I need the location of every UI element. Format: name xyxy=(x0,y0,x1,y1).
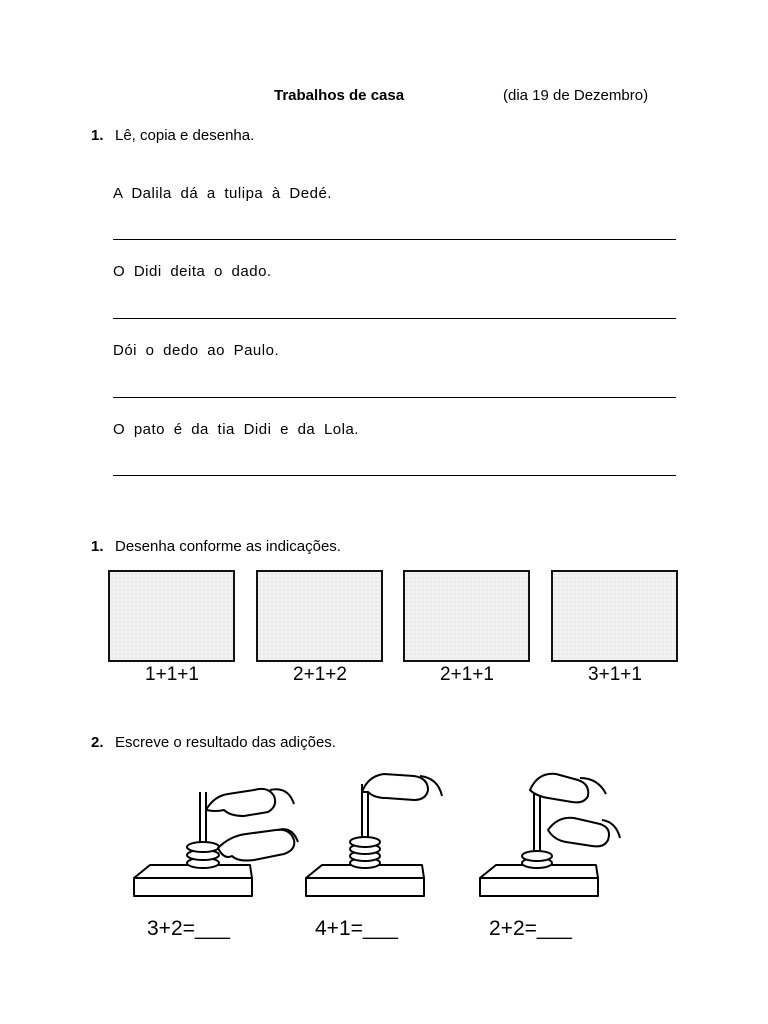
drawing-box-label-1: 1+1+1 xyxy=(145,664,199,685)
exercise-number-2: 1. xyxy=(91,538,104,555)
equation-1: 3+2=___ xyxy=(147,917,230,940)
page-date: (dia 19 de Dezembro) xyxy=(503,87,649,104)
writing-line-1[interactable] xyxy=(113,239,676,240)
drawing-box-label-3: 2+1+1 xyxy=(440,664,494,685)
exercise-instruction-3: Escreve o resultado das adições. xyxy=(115,734,336,751)
abacus-illustrations xyxy=(128,770,638,910)
page-title: Trabalhos de casa xyxy=(274,87,405,104)
exercise-instruction-1: Lê, copia e desenha. xyxy=(115,127,255,144)
abacus-icon-2 xyxy=(306,774,442,896)
abacus-icon-3 xyxy=(480,774,620,896)
drawing-box-2[interactable] xyxy=(256,570,383,662)
exercise-number-1: 1. xyxy=(91,127,104,144)
sentence-3: Dói o dedo ao Paulo. xyxy=(113,342,280,359)
drawing-box-4[interactable] xyxy=(551,570,678,662)
writing-line-4[interactable] xyxy=(113,475,676,476)
drawing-box-label-4: 3+1+1 xyxy=(588,664,642,685)
equation-3: 2+2=___ xyxy=(489,917,572,940)
writing-line-2[interactable] xyxy=(113,318,676,319)
exercise-number-3: 2. xyxy=(91,734,104,751)
drawing-box-label-2: 2+1+2 xyxy=(293,664,347,685)
drawing-box-1[interactable] xyxy=(108,570,235,662)
writing-line-3[interactable] xyxy=(113,397,676,398)
sentence-1: A Dalila dá a tulipa à Dedé. xyxy=(113,185,332,202)
sentence-2: O Didi deita o dado. xyxy=(113,263,272,280)
drawing-box-3[interactable] xyxy=(403,570,530,662)
equation-2: 4+1=___ xyxy=(315,917,398,940)
sentence-4: O pato é da tia Didi e da Lola. xyxy=(113,421,359,438)
abacus-icon-1 xyxy=(134,789,298,896)
exercise-instruction-2: Desenha conforme as indicações. xyxy=(115,538,341,555)
